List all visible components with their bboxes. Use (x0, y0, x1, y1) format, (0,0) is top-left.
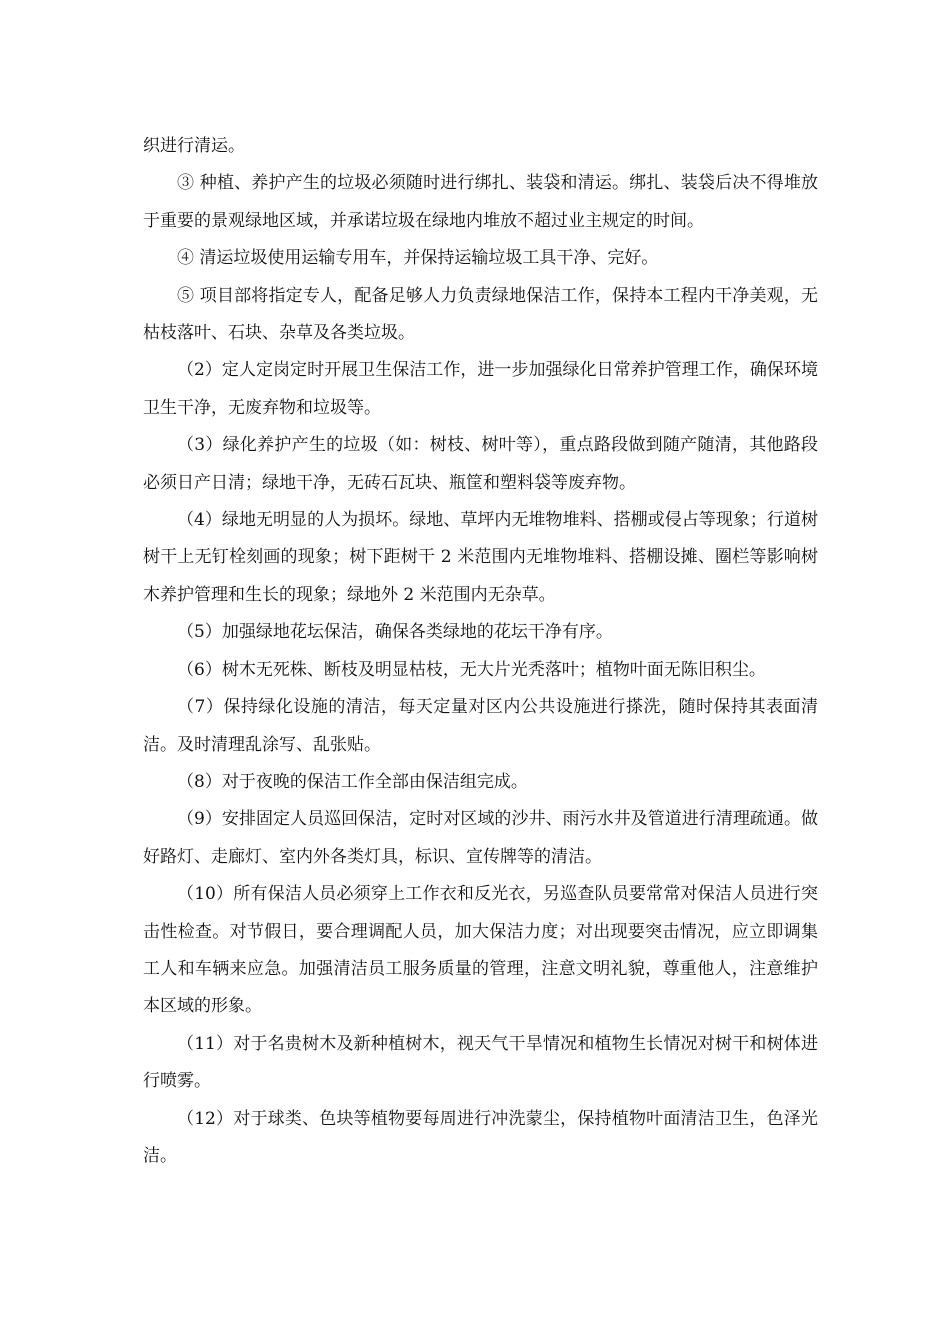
paragraph-continuation: 织进行清运。 (143, 136, 245, 156)
paragraph-section-10: （10）所有保洁人员必须穿上工作衣和反光衣，另巡查队员要常常对保洁人员进行突击性检查。对节假日，要合理调配人员，加大保洁力度；对出现要突击情况，应立即调集工人和车辆来应急。加强清洁员工服务质量的管理，注意文明礼貌，尊重他人，注意维护本区域的形象。 (143, 884, 818, 1017)
paragraph-section-11: （11）对于名贵树木及新种植树木，视天气干旱情况和植物生长情况对树干和树体进行喷雾。 (143, 1033, 818, 1092)
paragraph-item-5: ⑤ 项目部将指定专人，配备足够人力负责绿地保洁工作，保持本工程内干净美观，无枯枝落叶、石块、杂草及各类垃圾。 (143, 285, 818, 344)
paragraph-section-4: （4）绿地无明显的人为损坏。绿地、草坪内无堆物堆料、搭棚或侵占等现象；行道树树干上无钉栓刻画的现象；树下距树干 2 米范围内无堆物堆料、搭棚设摊、圈栏等影响树木养护管理和生长的现象；绿地外 2 米范围内无杂草。 (143, 510, 818, 605)
document-body (143, 128, 818, 1175)
paragraph-section-7: （7）保持绿化设施的清洁，每天定量对区内公共设施进行搽洗，随时保持其表面清洁。及时清理乱涂写、乱张贴。 (143, 697, 818, 755)
paragraph-section-8: （8）对于夜晚的保洁工作全部由保洁组完成。 (177, 771, 528, 792)
paragraph-section-3: （3）绿化养护产生的垃圾（如：树枝、树叶等），重点路段做到随产随清，其他路段必须日产日清；绿地干净，无砖石瓦块、瓶筐和塑料袋等废弃物。 (143, 435, 818, 493)
paragraph-section-2: （2）定人定岗定时开展卫生保洁工作，进一步加强绿化日常养护管理工作，确保环境卫生干净，无废弃物和垃圾等。 (143, 360, 818, 418)
paragraph-section-6: （6）树木无死株、断枝及明显枯枝，无大片光秃落叶；植物叶面无陈旧积尘。 (177, 659, 766, 680)
paragraph-item-3: ③ 种植、养护产生的垃圾必须随时进行绑扎、装袋和清运。绑扎、装袋后决不得堆放于重要的景观绿地区域，并承诺垃圾在绿地内堆放不超过业主规定的时间。 (143, 173, 818, 231)
paragraph-section-12: （12）对于球类、色块等植物要每周进行冲洗蒙尘，保持植物叶面清洁卫生，色泽光洁。 (143, 1108, 818, 1166)
paragraph-section-5: （5）加强绿地花坛保洁，确保各类绿地的花坛干净有序。 (177, 622, 613, 643)
paragraph-section-9: （9）安排固定人员巡回保洁，定时对区域的沙井、雨污水井及管道进行清理疏通。做好路灯、走廊灯、室内外各类灯具，标识、宣传牌等的清洁。 (143, 809, 818, 867)
paragraph-item-4: ④ 清运垃圾使用运输专用车，并保持运输垃圾工具干净、完好。 (177, 248, 659, 269)
